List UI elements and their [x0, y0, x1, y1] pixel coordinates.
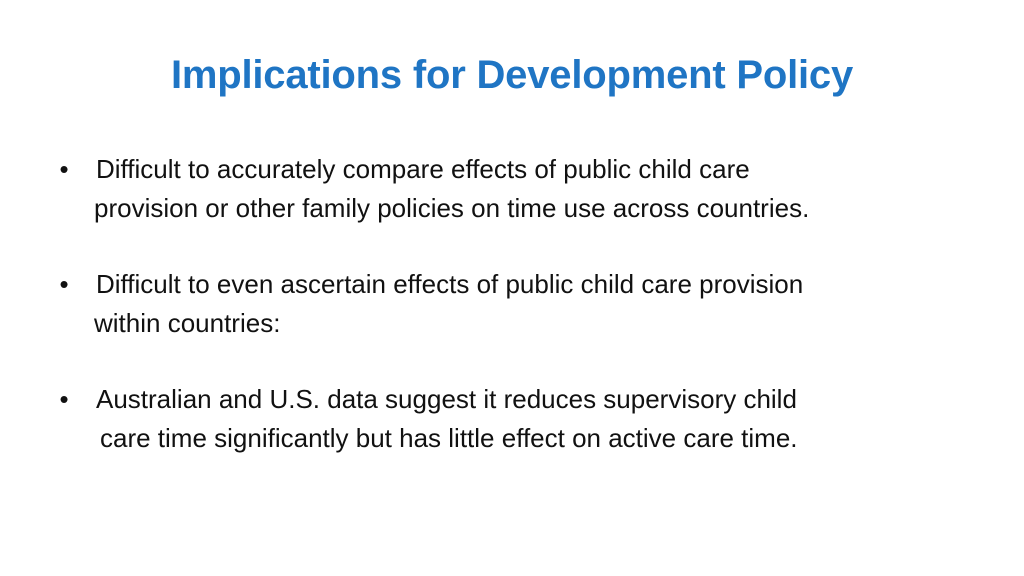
bullet-list	[56, 150, 956, 495]
bullet-line: Difficult to accurately compare effects of public child care	[96, 154, 750, 184]
bullet-item	[56, 150, 956, 228]
bullet-line: care time significantly but has little effect on active care time.	[100, 423, 798, 453]
bullet-marker: •	[59, 154, 69, 184]
bullet-item	[56, 265, 956, 343]
slide-title: Implications for Development Policy	[170, 53, 854, 97]
bullet-line: Difficult to even ascertain effects of public child care provision	[96, 269, 804, 299]
bullet-item	[56, 380, 956, 458]
bullet-line: within countries:	[94, 308, 281, 338]
bullet-line: Australian and U.S. data suggest it reduces supervisory child	[96, 384, 797, 414]
bullet-line: provision or other family policies on time use across countries.	[94, 193, 810, 223]
bullet-marker: •	[59, 269, 69, 299]
bullet-marker: •	[59, 384, 69, 414]
